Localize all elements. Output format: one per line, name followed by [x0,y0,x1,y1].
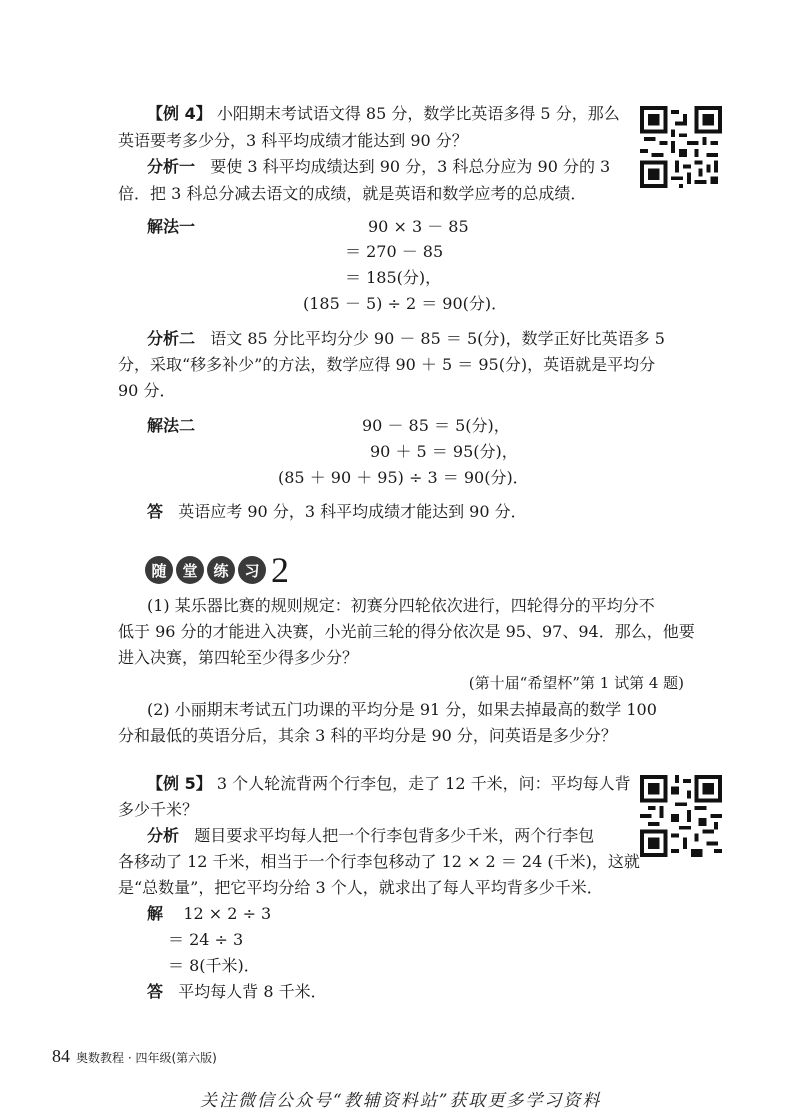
example4-question-line2: 英语要考多少分，3 科平均成绩才能达到 90 分？ [118,131,468,150]
example5-solution-line1: 解 12 × 2 ÷ 3 [147,904,272,923]
practice1-line1: (1) 某乐器比赛的规则规定：初赛分四轮依次进行，四轮得分的平均分不 [147,596,655,615]
example4-question-line1: 【例 4】 小阳期末考试语文得 85 分，数学比英语多得 5 分，那么 [147,104,620,123]
example4-solution1-eq4: (185 － 5) ÷ 2 ＝ 90(分)． [303,294,508,313]
example4-analysis2-line2: 分，采取“移多补少”的方法，数学应得 90 ＋ 5 ＝ 95(分)，英语就是平均分 [118,355,656,374]
practice-title-char: 习 [238,556,266,584]
example4-analysis2-line3: 90 分． [118,381,176,400]
example4-solution1-eq2: ＝ 270 － 85 [345,242,444,261]
practice-title-char: 堂 [176,556,204,584]
example4-solution2-label: 解法二 [147,416,196,435]
example4-analysis1-line1: 分析一 要使 3 科平均成绩达到 90 分，3 科总分应为 90 分的 3 [147,157,611,176]
example4-solution2-eq1: 90 － 85 ＝ 5(分)， [362,416,510,435]
example5-tag: 【例 5】 [147,774,212,793]
example5-answer: 答 平均每人背 8 千米． [147,982,327,1001]
example5-solution-line2: ＝ 24 ÷ 3 [168,930,244,949]
example4-analysis2-line1: 分析二 语文 85 分比平均分少 90 － 85 ＝ 5(分)，数学正好比英语多 5 [147,329,665,348]
practice2-line1: (2) 小丽期末考试五门功课的平均分是 91 分，如果去掉最高的数学 100 [147,700,657,719]
example5-question-line1: 【例 5】 3 个人轮流背两个行李包，走了 12 千米，问：平均每人背 [147,774,631,793]
practice2-line2: 分和最低的英语分后，其余 3 科的平均分是 90 分，问英语是多少分？ [118,726,617,745]
page-number: 84 [52,1046,70,1066]
example4-solution1-eq1: 90 × 3 － 85 [368,217,469,236]
example4-solution1-label: 解法一 [147,217,196,236]
watermark-text: 关注微信公众号“教辅资料站”获取更多学习资料 [200,1091,602,1111]
practice-title-char: 随 [145,556,173,584]
book-title: 奥数教程 · 四年级(第六版) [76,1051,217,1065]
example5-solution-line3: ＝ 8(千米)． [168,956,260,975]
practice1-line2: 低于 96 分的才能进入决赛，小光前三轮的得分依次是 95、97、94．那么，他要 [118,622,695,641]
example5-analysis-line2: 各移动了 12 千米，相当于一个行李包移动了 12 × 2 ＝ 24 (千米)，这就 [118,852,640,871]
example4-answer: 答 英语应考 90 分，3 科平均成绩才能达到 90 分． [147,502,527,521]
example4-solution2-eq2: 90 ＋ 5 ＝ 95(分)， [370,442,518,461]
practice1-source: (第十届“希望杯”第 1 试第 4 题) [468,674,684,692]
example4-solution1-eq3: ＝ 185(分)， [345,268,442,287]
example5-analysis-line3: 是“总数量”，把它平均分给 3 个人，就求出了每人平均背多少千米． [118,878,603,897]
practice-section-title [145,552,289,588]
example4-analysis1-line2: 倍．把 3 科总分减去语文的成绩，就是英语和数学应考的总成绩． [118,184,587,203]
qr-code-example4[interactable] [640,106,722,188]
practice-title-char: 练 [207,556,235,584]
example4-solution2-eq3: (85 ＋ 90 ＋ 95) ÷ 3 ＝ 90(分)． [278,468,529,487]
example4-tag: 【例 4】 [147,104,212,123]
practice1-line3: 进入决赛，第四轮至少得多少分？ [118,648,359,667]
practice-section-number: 2 [271,550,289,590]
example5-question-line2: 多少千米？ [118,800,199,819]
example5-analysis-line1: 分析 题目要求平均每人把一个行李包背多少千米，两个行李包 [147,826,595,845]
qr-code-example5[interactable] [640,775,722,857]
